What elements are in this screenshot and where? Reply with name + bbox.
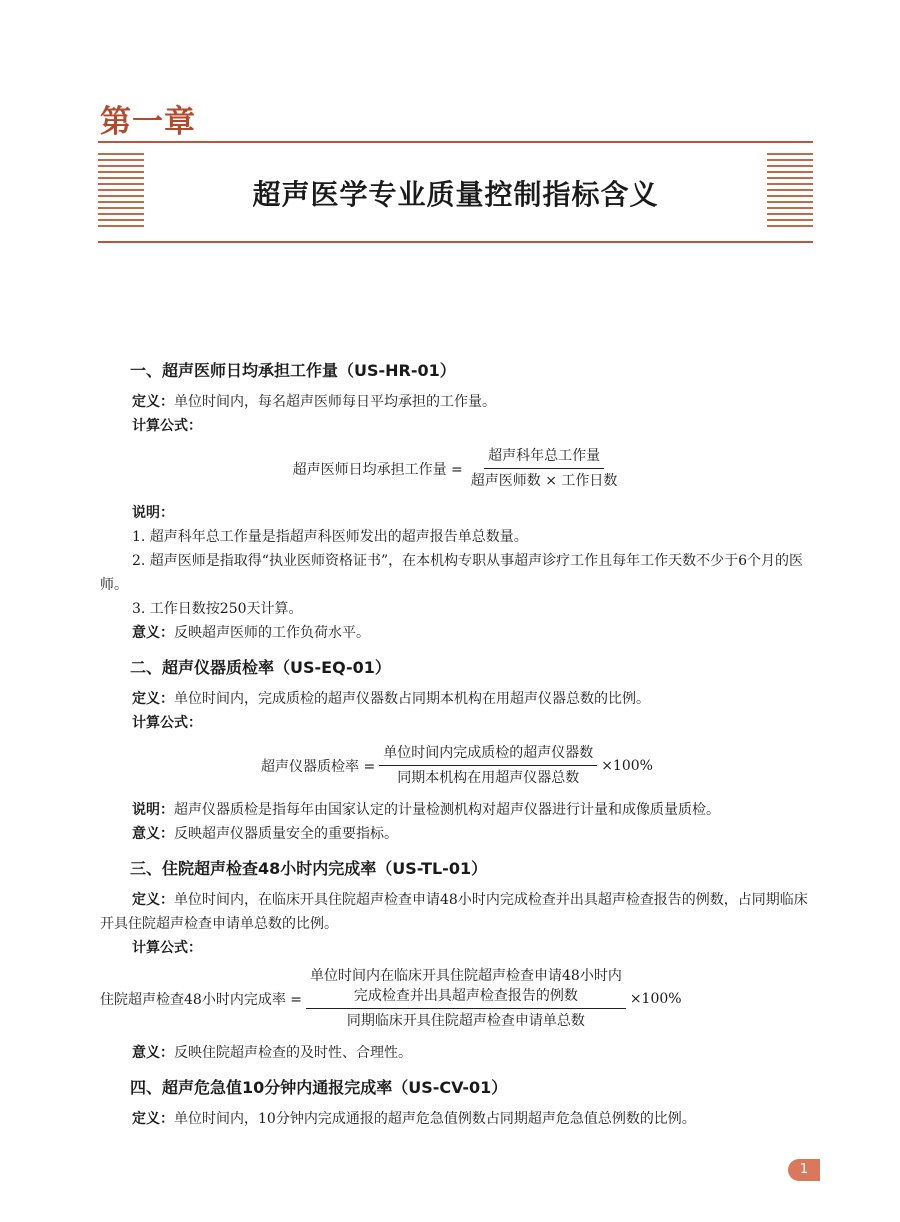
section-title: 一、超声医师日均承担工作量（US-HR-01） [130, 361, 456, 380]
note-label-line [100, 501, 814, 525]
section-title: 三、住院超声检查48小时内完成率（US-TL-01） [130, 859, 488, 878]
definition-paragraph [100, 888, 814, 936]
definition-label: 定义： [132, 394, 174, 410]
definition-text: 单位时间内，完成质检的超声仪器数占同期本机构在用超声仪器总数的比例。 [174, 691, 650, 707]
note-paragraph [100, 798, 814, 822]
meaning-text: 反映住院超声检查的及时性、合理性。 [174, 1045, 412, 1061]
definition-label: 定义： [132, 691, 174, 707]
section-title: 四、超声危急值10分钟内通报完成率（US-CV-01） [130, 1078, 508, 1097]
formula-multiplier: ×100% [601, 757, 653, 774]
page-number: 1 [788, 1159, 820, 1181]
formula-label-line [100, 936, 814, 960]
meaning-text: 反映超声仪器质量安全的重要指标。 [174, 826, 398, 842]
meaning-label: 意义： [132, 1045, 174, 1061]
formula-numerator: 单位时间内完成质检的超声仪器数 [379, 743, 597, 766]
formula-lhs: 超声医师日均承担工作量 = [292, 461, 463, 478]
formula-fraction [306, 966, 626, 1031]
note-item: 3. 工作日数按250天计算。 [132, 601, 303, 617]
chapter-content [100, 348, 814, 1131]
meaning-label: 意义： [132, 625, 174, 641]
formula-label-line [100, 414, 814, 438]
definition-label: 定义： [132, 892, 174, 908]
chapter-title: 超声医学专业质量控制指标含义 [252, 178, 659, 211]
definition-text: 单位时间内，在临床开具住院超声检查申请48小时内完成检查并出具超声检查报告的例数，占同期临床开具住院超声检查申请单总数的比例。 [100, 892, 808, 932]
formula [100, 743, 814, 788]
meaning-paragraph [100, 1041, 814, 1065]
formula-lhs: 超声仪器质检率 = [261, 758, 376, 775]
formula-numerator: 超声科年总工作量 [484, 446, 604, 469]
meaning-label: 意义： [132, 826, 174, 842]
chapter-title-frame [98, 141, 813, 243]
note-text: 超声仪器质检是指每年由国家认定的计量检测机构对超声仪器进行计量和成像质量质检。 [174, 802, 720, 818]
formula-denominator: 同期临床开具住院超声检查申请单总数 [346, 1013, 585, 1029]
formula-denominator: 超声医师数 × 工作日数 [470, 473, 618, 489]
chapter-label: 第一章 [100, 104, 196, 140]
definition-text: 单位时间内，每名超声医师每日平均承担的工作量。 [174, 394, 496, 410]
formula-fraction [467, 446, 622, 491]
note-label: 说明： [132, 802, 174, 818]
note-label: 说明： [132, 505, 174, 521]
definition-text: 单位时间内，10分钟内完成通报的超声危急值例数占同期超声危急值总例数的比例。 [174, 1111, 696, 1127]
formula-label: 计算公式： [132, 715, 202, 731]
definition-paragraph [100, 1107, 814, 1131]
formula-fraction [379, 743, 597, 788]
formula-label: 计算公式： [132, 418, 202, 434]
formula-multiplier: ×100% [629, 990, 682, 1007]
note-item: 2. 超声医师是指取得“执业医师资格证书”，在本机构专职从事超声诊疗工作且每年工作天数不少于6个月的医师。 [100, 553, 804, 593]
meaning-text: 反映超声医师的工作负荷水平。 [174, 625, 370, 641]
formula-numerator-line: 单位时间内在临床开具住院超声检查申请48小时内 [310, 968, 622, 984]
formula-label-line [100, 711, 814, 735]
formula-numerator [306, 966, 626, 1009]
definition-paragraph [100, 390, 814, 414]
formula-denominator: 同期本机构在用超声仪器总数 [397, 770, 580, 786]
formula-label: 计算公式： [132, 940, 202, 956]
formula [100, 446, 814, 491]
meaning-paragraph [100, 822, 814, 846]
definition-label: 定义： [132, 1111, 174, 1127]
section-title: 二、超声仪器质检率（US-EQ-01） [130, 658, 391, 677]
note-item: 1. 超声科年总工作量是指超声科医师发出的超声报告单总数量。 [132, 529, 528, 545]
formula [100, 966, 814, 1031]
definition-paragraph [100, 687, 814, 711]
formula-lhs: 住院超声检查48小时内完成率 = [100, 991, 302, 1008]
meaning-paragraph [100, 621, 814, 645]
formula-numerator-line: 完成检查并出具超声检查报告的例数 [353, 988, 578, 1004]
